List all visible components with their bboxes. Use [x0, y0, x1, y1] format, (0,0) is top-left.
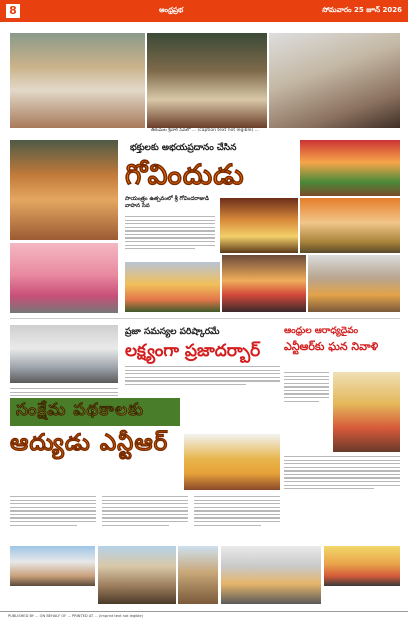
page-number: 8	[6, 4, 20, 18]
photo-procession	[300, 198, 400, 253]
praja-title: లక్ష్యంగా ప్రజాదర్బార్	[125, 341, 261, 361]
photo-crowd-left	[10, 33, 145, 128]
photo-meeting	[10, 325, 118, 383]
photo-crowd-center	[147, 33, 267, 128]
photo-devotees	[222, 255, 306, 312]
photo-temple-gopuram	[98, 546, 176, 604]
photo-temple-ritual	[220, 198, 298, 253]
issue-date: సోమవారం 25 జూన్ 2026	[322, 6, 402, 14]
photo-children-group	[125, 262, 220, 312]
govindudu-title: గోవిందుడు	[125, 158, 245, 191]
photo-bottom-left	[10, 546, 95, 586]
photo-bottom-right	[324, 546, 400, 586]
photo-ntr-tribute	[333, 372, 400, 452]
top-photo-caption: తిరుమల శ్రీవారి సేవలో ... (caption text not legible) ...	[150, 128, 260, 133]
photo-dancers	[10, 243, 118, 313]
photo-ntr-portrait	[184, 434, 280, 490]
govindudu-article-text	[125, 216, 215, 252]
photo-deity	[300, 140, 400, 196]
photo-festival-top	[10, 140, 118, 240]
govindudu-kicker: భక్తులకు అభయప్రదానం చేసిన	[130, 143, 237, 153]
sankshema-article-text	[10, 496, 280, 528]
ntr-right-title: ఎన్టీఆర్‌కు ఘన నివాళి	[284, 340, 379, 353]
ntr-right-text	[284, 372, 329, 404]
photo-procession-wide	[308, 255, 400, 312]
photo-crowd-right	[269, 33, 400, 128]
praja-kicker: ప్రజా సమస్యల పరిష్కారమే	[125, 327, 220, 337]
govindudu-subtitle: సాయంత్రం ఉత్సవంలో శ్రీ గోవిందరాజుడి వాహన సేవ	[125, 196, 209, 209]
imprint-footer: PUBLISHED BY ... ON BEHALF OF ... PRINTED AT ... (imprint text not legible)	[0, 611, 408, 630]
ntr-right-kicker: ఆంధ్రుల ఆరాధ్యదైవం	[284, 326, 359, 336]
sankshema-title: ఆద్యుడు ఎన్టీఆర్	[10, 430, 169, 456]
photo-event-stage	[221, 546, 321, 604]
masthead: ఆంధ్రప్రభ	[158, 6, 184, 14]
sankshema-banner-text: సంక్షేమ పథకాలకు	[16, 400, 144, 420]
praja-article-text	[125, 366, 280, 387]
page-header	[0, 0, 408, 22]
ntr-right-text-lower	[284, 456, 400, 492]
photo-temple-tower	[178, 546, 218, 604]
section-divider	[10, 318, 400, 319]
